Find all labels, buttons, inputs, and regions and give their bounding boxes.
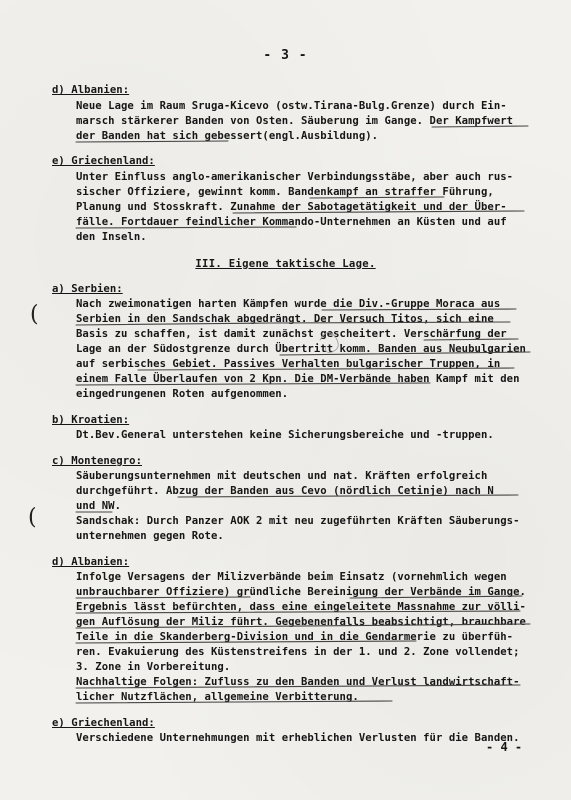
text-line: Infolge Versagens der Milizverbände beim Einsatz (vornehmlich wegen	[76, 571, 507, 583]
text-line: Serbien in den Sandschak abgedrängt. Der Versuch Titos, sich eine	[76, 313, 494, 325]
margin-bracket-mark: (	[30, 302, 39, 327]
text-line: gen Auflösung der Miliz führt. Gegebenenfalls beabsichtigt, brauchbare	[76, 616, 526, 628]
text-line: auf serbisches Gebiet. Passives Verhalten bulgarischer Truppen, in	[76, 358, 501, 370]
heading-serbien: a) Serbien:	[52, 283, 123, 295]
text-line: licher Nutzflächen, allgemeine Verbitterung.	[76, 691, 359, 703]
text-line: durchgeführt. Abzug der Banden aus Cevo (nördlich Cetinje) nach N	[76, 485, 494, 497]
text-line: Basis zu schaffen, ist damit zunächst gescheitert. Verschärfung der	[76, 328, 507, 340]
heading-griechenland-top: e) Griechenland:	[52, 155, 155, 167]
heading-albanien-top: d) Albanien:	[52, 84, 130, 96]
text-line: Teile in die Skanderberg-Division und in die Gendarmerie zu überfüh-	[76, 631, 514, 643]
margin-bracket-mark: (	[28, 505, 37, 530]
text-line: eingedrungenen Roten aufgenommen.	[76, 388, 289, 400]
text-line: Säuberungsunternehmen mit deutschen und nat. Kräften erfolgreich	[76, 470, 488, 482]
text-line: Sandschak: Durch Panzer AOK 2 mit neu zugeführten Kräften Säuberungs-	[76, 515, 520, 527]
text-line: Planung und Stosskraft. Zunahme der Sabotagetätigkeit und der Über-	[76, 201, 507, 213]
text-line: sischer Offiziere, gewinnt komm. Bandenkampf an straffer Führung,	[76, 186, 494, 198]
text-line: Nach zweimonatigen harten Kämpfen wurde die Div.-Gruppe Moraca aus	[76, 298, 501, 310]
text-line: fälle. Fortdauer feindlicher Kommando-Unternehmen an Küsten und auf	[76, 216, 507, 228]
text-line: Nachhaltige Folgen: Zufluss zu den Banden und Verlust landwirtschaft-	[76, 676, 520, 688]
heading-montenegro: c) Montenegro:	[52, 455, 142, 467]
text-line: marsch stärkerer Banden von Osten. Säuberung im Gange. Der Kampfwert	[76, 115, 514, 127]
heading-kroatien: b) Kroatien:	[52, 414, 130, 426]
next-page-number: - 4 -	[486, 740, 523, 754]
text-line: Unter Einfluss anglo-amerikanischer Verbindungsstäbe, aber auch rus-	[76, 171, 514, 183]
text-line: unbrauchbarer Offiziere) gründliche Bereinigung der Verbände im Gange.	[76, 586, 526, 598]
section-heading-iii: III. Eigene taktische Lage.	[195, 258, 376, 270]
text-line: den Inseln.	[76, 231, 147, 243]
text-line: 3. Zone in Vorbereitung.	[76, 661, 231, 673]
text-line: Verschiedene Unternehmungen mit erheblichen Verlusten für die Banden.	[76, 732, 520, 744]
page-number: - 3 -	[263, 48, 308, 63]
text-line: und NW.	[76, 500, 121, 512]
heading-albanien: d) Albanien:	[52, 556, 130, 568]
text-line: Dt.Bev.General unterstehen keine Sicherungsbereiche und -truppen.	[76, 429, 494, 441]
text-line: der Banden hat sich gebessert(engl.Ausbildung).	[76, 130, 379, 142]
text-line: Ergebnis lässt befürchten, dass eine eingeleitete Massnahme zur völli-	[76, 601, 526, 613]
text-line: ren. Evakuierung des Küstenstreifens in der 1. und 2. Zone vollendet;	[76, 646, 520, 658]
heading-griechenland: e) Griechenland:	[52, 717, 155, 729]
text-line: unternehmen gegen Rote.	[76, 530, 224, 542]
text-line: einem Falle Überlaufen von 2 Kpn. Die DM-Verbände haben Kampf mit den	[76, 373, 520, 385]
text-line: Neue Lage im Raum Sruga-Kicevo (ostw.Tirana-Bulg.Grenze) durch Ein-	[76, 100, 507, 112]
text-line: Lage an der Südostgrenze durch Übertritt komm. Banden aus Neubulgarien	[76, 343, 526, 355]
